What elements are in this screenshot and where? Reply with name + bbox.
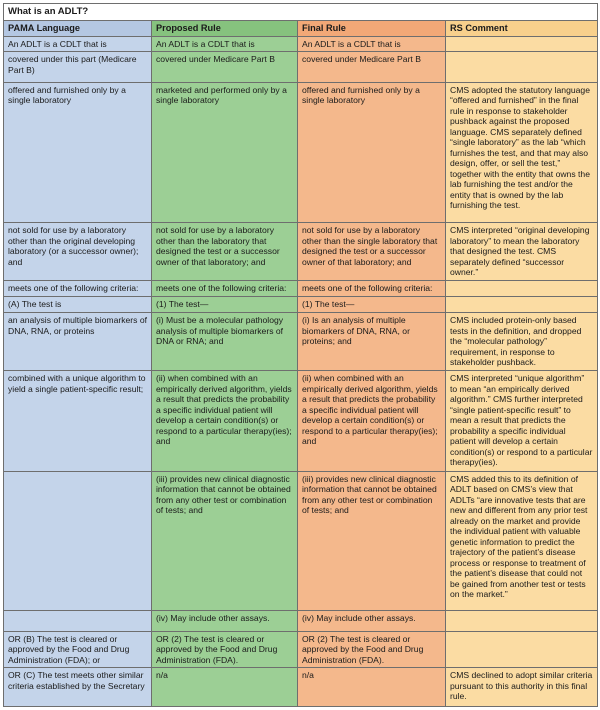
- proposed-cell: covered under Medicare Part B: [152, 52, 298, 82]
- header-row: [4, 20, 598, 36]
- proposed-cell: n/a: [152, 668, 298, 707]
- pama-cell: OR (B) The test is cleared or approved by the Food and Drug Administration (FDA); or: [4, 631, 152, 668]
- comment-cell: [446, 36, 598, 52]
- table-row: [4, 611, 598, 631]
- pama-cell: covered under this part (Medicare Part B): [4, 52, 152, 82]
- comment-cell: CMS interpreted “original developing laboratory” to mean the laboratory that designed the test. CMS separately defined “successor owner.”: [446, 223, 598, 281]
- comment-cell: CMS interpreted “unique algorithm” to mean “an empirically derived algorithm.” CMS further interpreted “single patient-specific result” to mean a result that predicts the probability a specific individual patient will develop a certain condition(s) or respond to a particular therapy(ies).: [446, 371, 598, 471]
- pama-cell: [4, 611, 152, 631]
- final-cell: n/a: [298, 668, 446, 707]
- table-row: [4, 281, 598, 297]
- final-cell: not sold for use by a laboratory other than the single laboratory that designed the test or a successor owner of that laboratory; and: [298, 223, 446, 281]
- table-row: [4, 371, 598, 471]
- comment-cell: [446, 631, 598, 668]
- final-cell: OR (2) The test is cleared or approved by the Food and Drug Administration (FDA).: [298, 631, 446, 668]
- comment-cell: CMS added this to its definition of ADLT based on CMS’s view that ADLTs “are innovative tests that are new and different from any prior test already on the market and provide the individual patient with valuable genetic information to predict the trajectory of the patient’s disease process or response to treatment of the patient’s disease that could not be gained from another test or tests on the market.”: [446, 471, 598, 611]
- final-cell: (1) The test—: [298, 297, 446, 313]
- adlt-comparison: [3, 3, 597, 707]
- comment-cell: CMS adopted the statutory language “offered and furnished” in the final rule in response to stakeholder pushback against the proposed language. CMS separately defined “single laboratory” as the lab “which furnishes the test, and that may also design, offer, or sell the test,” together with the entity that owns the lab furnishing the test and/or the entity that is owned by the lab furnishing the test.: [446, 82, 598, 223]
- proposed-cell: (ii) when combined with an empirically derived algorithm, yields a result that predicts the probability a specific individual patient will develop a certain condition(s) or respond to a particular therapy(ies); and: [152, 371, 298, 471]
- proposed-cell: OR (2) The test is cleared or approved by the Food and Drug Administration (FDA).: [152, 631, 298, 668]
- pama-cell: an analysis of multiple biomarkers of DNA, RNA, or proteins: [4, 313, 152, 371]
- final-cell: (iv) May include other assays.: [298, 611, 446, 631]
- final-cell: (iii) provides new clinical diagnostic information that cannot be obtained from any other test or combination of tests; and: [298, 471, 446, 611]
- table-row: [4, 36, 598, 52]
- pama-cell: meets one of the following criteria:: [4, 281, 152, 297]
- column-header-final: Final Rule: [298, 20, 446, 36]
- proposed-cell: not sold for use by a laboratory other than the laboratory that designed the test or a successor owner of that laboratory; and: [152, 223, 298, 281]
- proposed-cell: (iii) provides new clinical diagnostic information that cannot be obtained from any other test or combination of tests; and: [152, 471, 298, 611]
- table-row: [4, 471, 598, 611]
- proposed-cell: An ADLT is a CDLT that is: [152, 36, 298, 52]
- column-header-proposed: Proposed Rule: [152, 20, 298, 36]
- table-row: [4, 297, 598, 313]
- final-cell: (ii) when combined with an empirically derived algorithm, yields a result that predicts the probability a specific individual patient will develop a certain condition(s) or respond to a particular therapy(ies); and: [298, 371, 446, 471]
- final-cell: meets one of the following criteria:: [298, 281, 446, 297]
- comment-cell: CMS declined to adopt similar criteria pursuant to this authority in this final rule.: [446, 668, 598, 707]
- final-cell: An ADLT is a CDLT that is: [298, 36, 446, 52]
- proposed-cell: marketed and performed only by a single laboratory: [152, 82, 298, 223]
- table-title-row: [4, 4, 598, 21]
- table-row: [4, 52, 598, 82]
- table-row: [4, 313, 598, 371]
- proposed-cell: (i) Must be a molecular pathology analysis of multiple biomarkers of DNA or RNA; and: [152, 313, 298, 371]
- comment-cell: [446, 52, 598, 82]
- comment-cell: [446, 297, 598, 313]
- final-cell: (i) Is an analysis of multiple biomarkers of DNA, RNA, or proteins; and: [298, 313, 446, 371]
- pama-cell: combined with a unique algorithm to yield a single patient-specific result;: [4, 371, 152, 471]
- pama-cell: An ADLT is a CDLT that is: [4, 36, 152, 52]
- pama-cell: offered and furnished only by a single laboratory: [4, 82, 152, 223]
- comment-cell: [446, 611, 598, 631]
- final-cell: covered under Medicare Part B: [298, 52, 446, 82]
- comment-cell: [446, 281, 598, 297]
- table-row: [4, 631, 598, 668]
- proposed-cell: (iv) May include other assays.: [152, 611, 298, 631]
- final-cell: offered and furnished only by a single laboratory: [298, 82, 446, 223]
- proposed-cell: meets one of the following criteria:: [152, 281, 298, 297]
- table-row: [4, 82, 598, 223]
- table-title: What is an ADLT?: [4, 4, 598, 21]
- pama-cell: [4, 471, 152, 611]
- comment-cell: CMS included protein-only based tests in the definition, and dropped the “molecular pathology” requirement, in response to stakeholder pushback.: [446, 313, 598, 371]
- table-row: [4, 668, 598, 707]
- table-row: [4, 223, 598, 281]
- proposed-cell: (1) The test—: [152, 297, 298, 313]
- pama-cell: OR (C) The test meets other similar criteria established by the Secretary: [4, 668, 152, 707]
- adlt-table: [3, 3, 598, 707]
- column-header-pama: PAMA Language: [4, 20, 152, 36]
- pama-cell: (A) The test is: [4, 297, 152, 313]
- pama-cell: not sold for use by a laboratory other than the original developing laboratory (or a successor owner); and: [4, 223, 152, 281]
- column-header-rs-comment: RS Comment: [446, 20, 598, 36]
